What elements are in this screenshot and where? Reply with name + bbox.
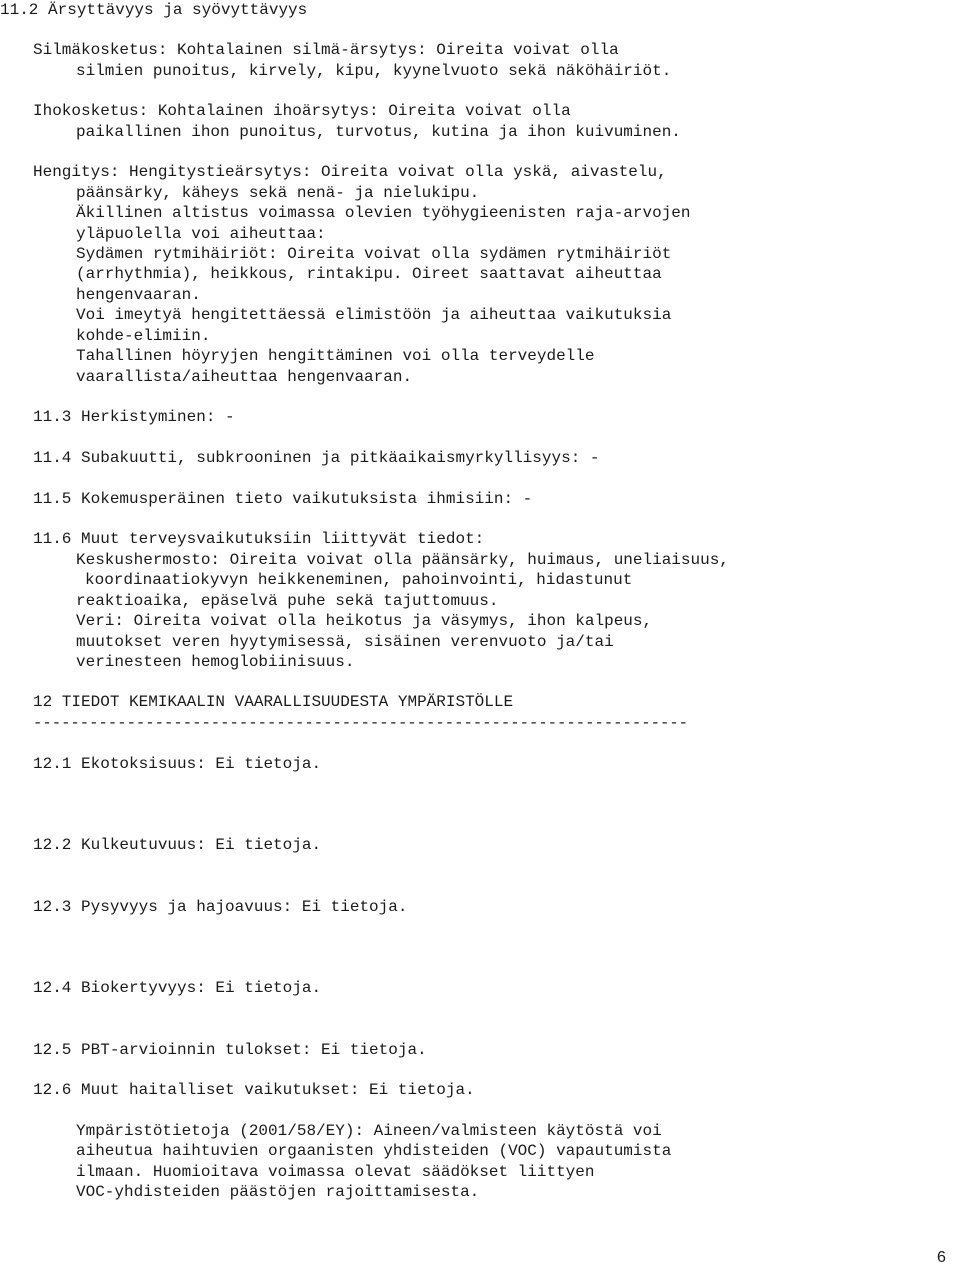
text-line: Keskushermosto: Oireita voivat olla päänsärky, huimaus, uneliaisuus, bbox=[76, 551, 729, 569]
heading-12-3: 12.3 Pysyvyys ja hajoavuus: Ei tietoja. bbox=[33, 898, 408, 916]
text-line: Sydämen rytmihäiriöt: Oireita voivat olla sydämen rytmihäiriöt bbox=[76, 245, 672, 263]
heading-12-2: 12.2 Kulkeutuvuus: Ei tietoja. bbox=[33, 836, 322, 854]
heading-11-3: 11.3 Herkistyminen: - bbox=[33, 408, 235, 426]
text-line: silmien punoitus, kirvely, kipu, kyynelvuoto sekä näköhäiriöt. bbox=[76, 62, 672, 80]
text-line: ilmaan. Huomioitava voimassa olevat säädökset liittyen bbox=[76, 1163, 595, 1181]
text-line: Silmäkosketus: Kohtalainen silmä-ärsytys: Oireita voivat olla bbox=[33, 41, 619, 59]
text-line: verinesteen hemoglobiinisuus. bbox=[76, 653, 355, 671]
text-line: Tahallinen höyryjen hengittäminen voi olla terveydelle bbox=[76, 347, 595, 365]
text-line: Hengitys: Hengitystieärsytys: Oireita voivat olla yskä, aivastelu, bbox=[33, 163, 667, 181]
separator-line: ---------------------------------------------------------------------- bbox=[33, 714, 689, 732]
text-line: paikallinen ihon punoitus, turvotus, kutina ja ihon kuivuminen. bbox=[76, 123, 681, 141]
text-line: reaktioaika, epäselvä puhe sekä tajuttomuus. bbox=[76, 592, 499, 610]
text-line: Äkillinen altistus voimassa olevien työhygieenisten raja-arvojen bbox=[76, 204, 691, 222]
text-line: vaarallista/aiheuttaa hengenvaaran. bbox=[76, 368, 413, 386]
heading-11-5: 11.5 Kokemusperäinen tieto vaikutuksista ihmisiin: - bbox=[33, 490, 533, 508]
text-line: hengenvaaran. bbox=[76, 286, 201, 304]
heading-12-1: 12.1 Ekotoksisuus: Ei tietoja. bbox=[33, 755, 322, 773]
heading-12-6: 12.6 Muut haitalliset vaikutukset: Ei tietoja. bbox=[33, 1081, 475, 1099]
text-line: aiheutua haihtuvien orgaanisten yhdisteiden (VOC) vapautumista bbox=[76, 1142, 672, 1160]
heading-11-2: 11.2 Ärsyttävyys ja syövyttävyys bbox=[0, 1, 308, 19]
heading-12: 12 TIEDOT KEMIKAALIN VAARALLISUUDESTA YMPÄRISTÖLLE bbox=[33, 693, 514, 711]
heading-11-4: 11.4 Subakuutti, subkrooninen ja pitkäaikaismyrkyllisyys: - bbox=[33, 449, 600, 467]
text-line: Ihokosketus: Kohtalainen ihoärsytys: Oireita voivat olla bbox=[33, 102, 571, 120]
heading-11-6: 11.6 Muut terveysvaikutuksiin liittyvät tiedot: bbox=[33, 530, 485, 548]
text-line: koordinaatiokyvyn heikkeneminen, pahoinvointi, hidastunut bbox=[85, 571, 633, 589]
text-line: kohde-elimiin. bbox=[76, 327, 211, 345]
text-line: Veri: Oireita voivat olla heikotus ja väsymys, ihon kalpeus, bbox=[76, 612, 653, 630]
text-line: Voi imeytyä hengitettäessä elimistöön ja aiheuttaa vaikutuksia bbox=[76, 306, 672, 324]
text-line: päänsärky, käheys sekä nenä- ja nielukipu. bbox=[76, 184, 480, 202]
text-line: (arrhythmia), heikkous, rintakipu. Oireet saattavat aiheuttaa bbox=[76, 265, 662, 283]
page-number: 6 bbox=[937, 1249, 946, 1266]
heading-12-4: 12.4 Biokertyvyys: Ei tietoja. bbox=[33, 979, 322, 997]
text-line: Ympäristötietoja (2001/58/EY): Aineen/valmisteen käytöstä voi bbox=[76, 1122, 662, 1140]
heading-12-5: 12.5 PBT-arvioinnin tulokset: Ei tietoja. bbox=[33, 1041, 427, 1059]
text-line: VOC-yhdisteiden päästöjen rajoittamisesta. bbox=[76, 1183, 480, 1201]
text-line: yläpuolella voi aiheuttaa: bbox=[76, 225, 326, 243]
text-line: muutokset veren hyytymisessä, sisäinen verenvuoto ja/tai bbox=[76, 633, 614, 651]
